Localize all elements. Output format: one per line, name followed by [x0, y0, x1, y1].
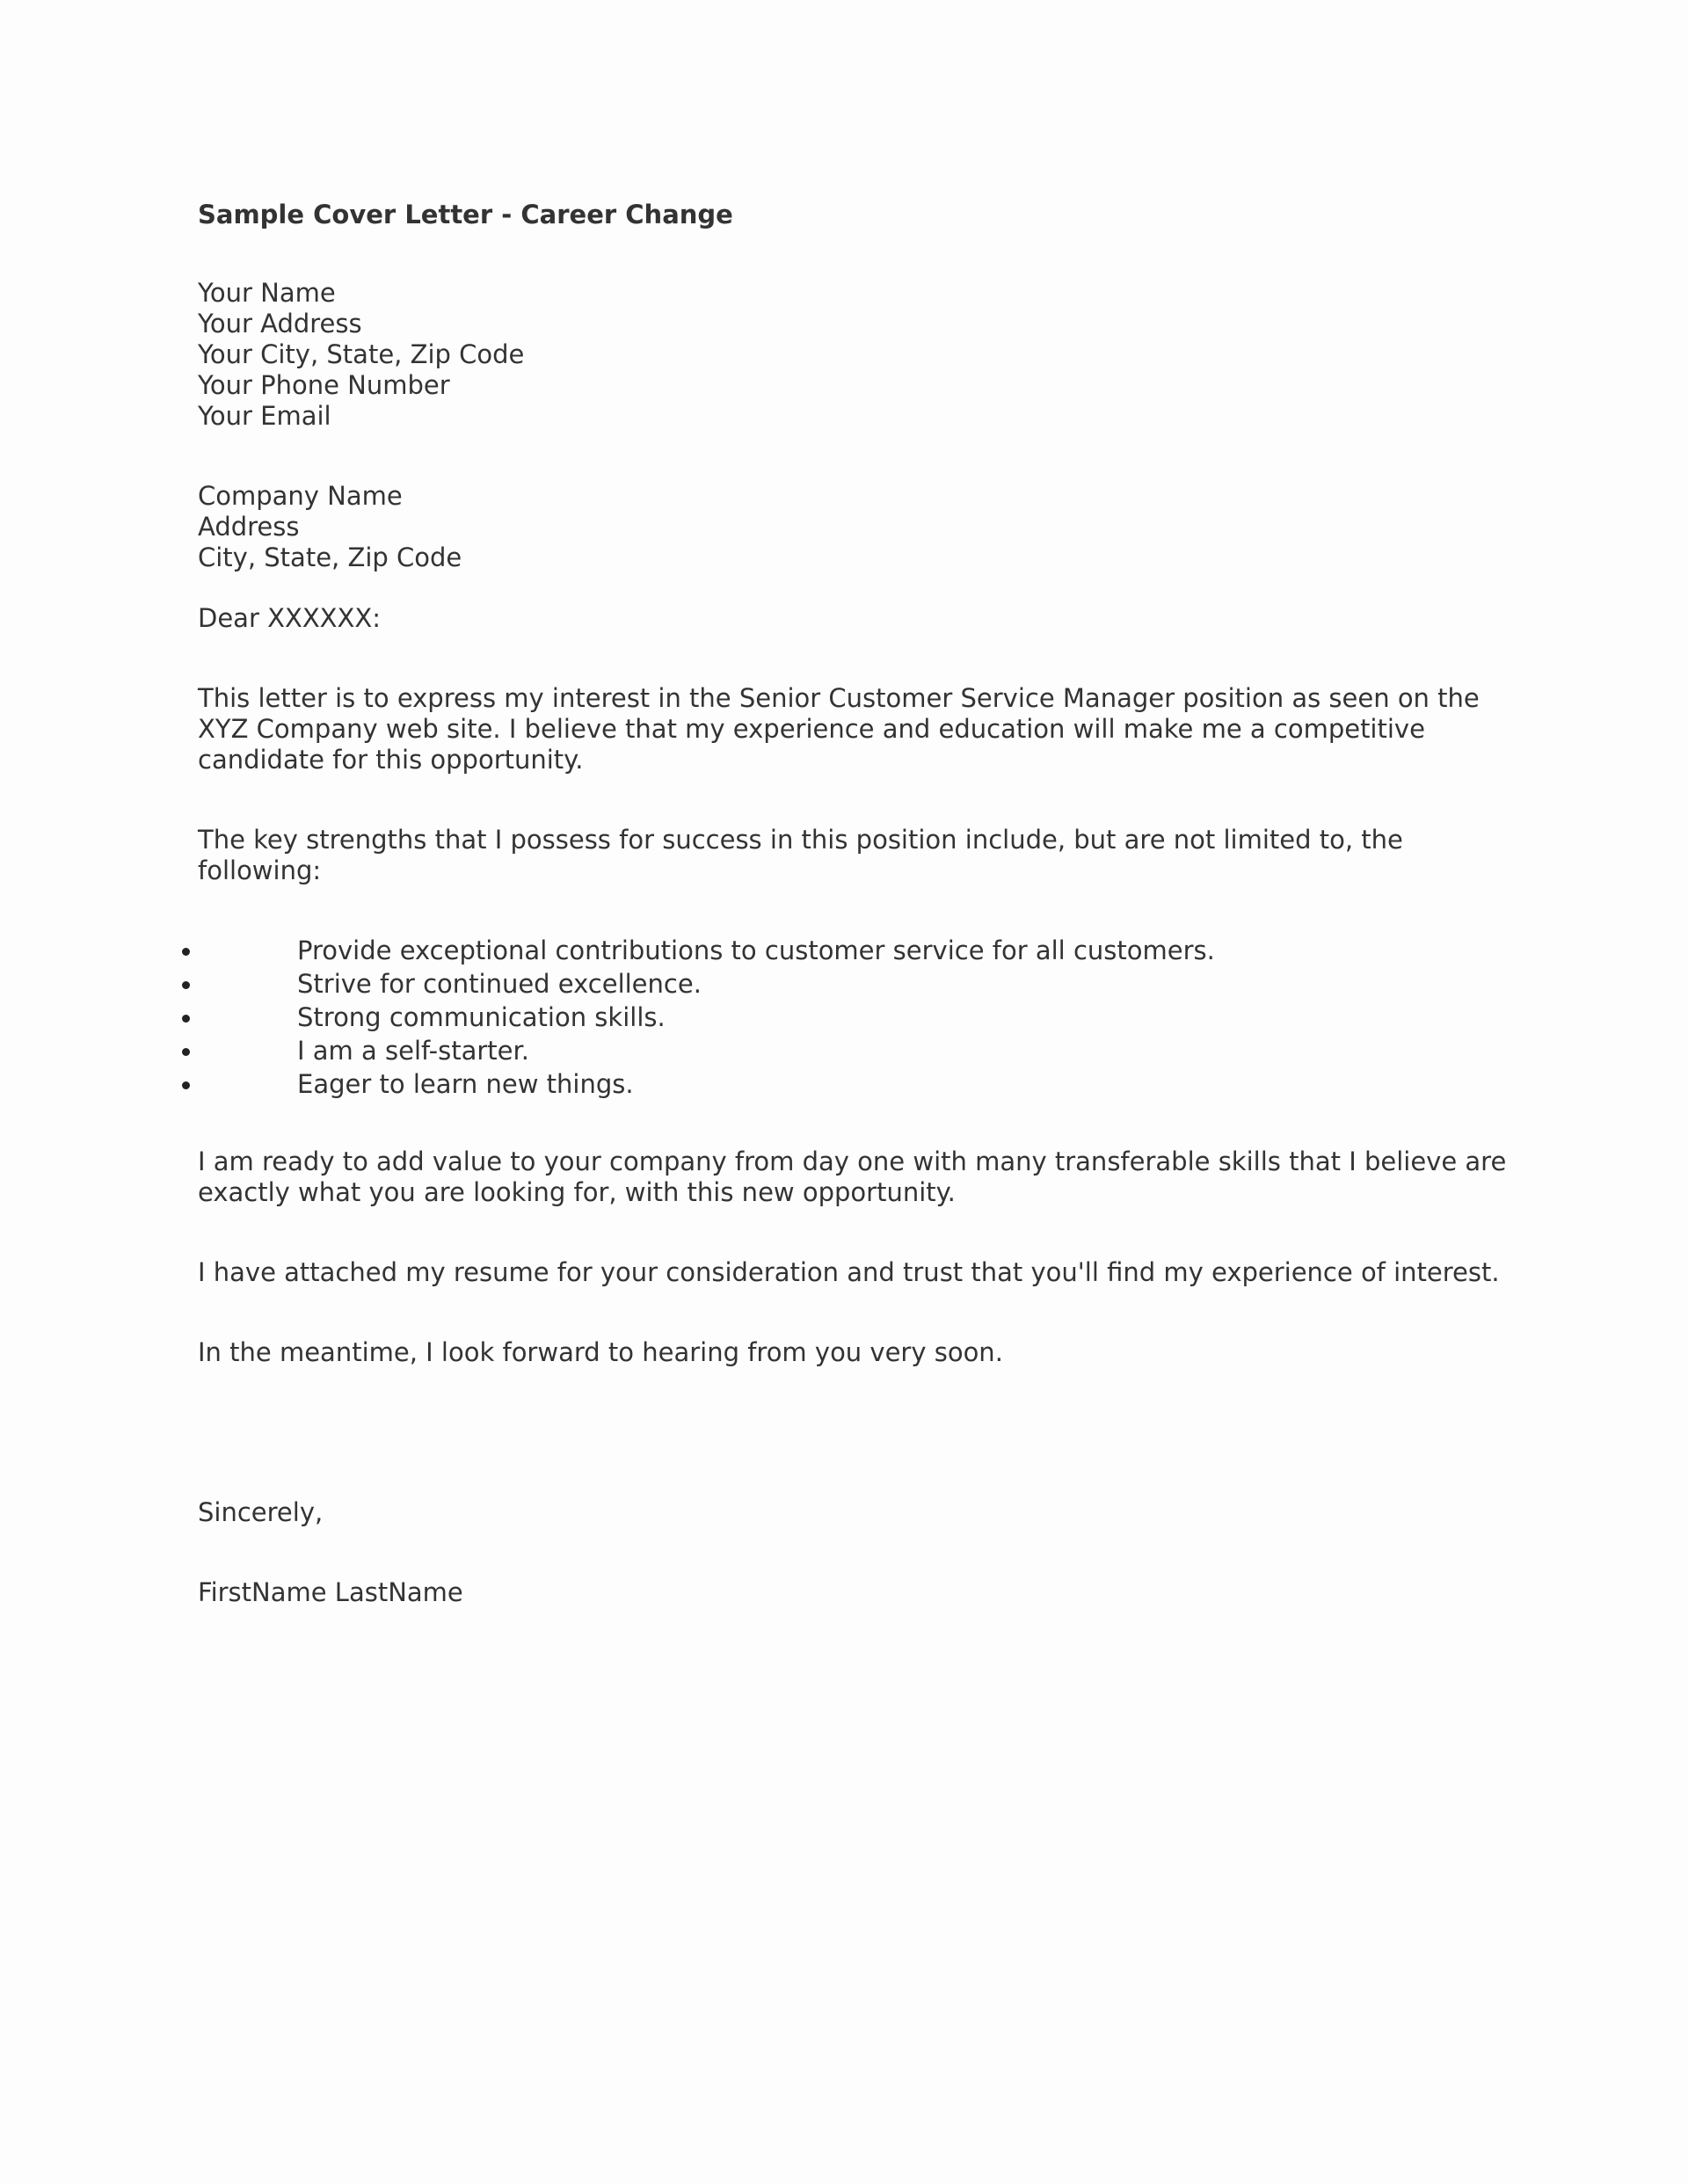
salutation: Dear XXXXXX:: [198, 603, 382, 633]
spacer: [198, 1288, 1534, 1337]
spacer: [198, 1101, 1534, 1147]
bullet-icon: [182, 981, 190, 989]
spacer: [198, 573, 1534, 603]
strengths-intro-line: The key strengths that I possess for success in this position include, but are not limited to, the: [198, 825, 1403, 855]
resume-paragraph: I have attached my resume for your consideration and trust that you'll find my experience of interest.: [198, 1257, 1500, 1287]
strength-text: Provide exceptional contributions to customer service for all customers.: [297, 935, 1215, 965]
value-line: I am ready to add value to your company from day one with many transferable skills that I believe are: [198, 1147, 1507, 1176]
spacer: [198, 886, 1534, 934]
spacer: [198, 775, 1534, 825]
bullet-icon: [182, 1048, 190, 1056]
closing-paragraph: In the meantime, I look forward to hearing from you very soon.: [198, 1337, 1003, 1367]
cover-letter: [198, 197, 1534, 1608]
intro-line: XYZ Company web site. I believe that my experience and education will make me a competitive: [198, 714, 1425, 744]
list-item: [176, 1067, 1512, 1101]
recipient-address-block: [198, 481, 1534, 573]
sender-address: Your Address: [198, 309, 362, 339]
spacer: [198, 1208, 1534, 1257]
strength-text: I am a self-starter.: [297, 1036, 529, 1066]
intro-line: candidate for this opportunity.: [198, 745, 584, 775]
list-item: [176, 1034, 1512, 1067]
strength-text: Strong communication skills.: [297, 1002, 666, 1032]
signature: FirstName LastName: [198, 1577, 463, 1607]
sender-email: Your Email: [198, 401, 331, 431]
bullet-icon: [182, 1081, 190, 1089]
spacer: [198, 1368, 1534, 1497]
spacer: [198, 432, 1534, 481]
recipient-address: Address: [198, 512, 300, 542]
intro-paragraph: [198, 683, 1534, 775]
strength-text: Eager to learn new things.: [297, 1069, 634, 1099]
sender-city-state-zip: Your City, State, Zip Code: [198, 339, 525, 369]
recipient-company: Company Name: [198, 481, 403, 511]
strength-text: Strive for continued excellence.: [297, 969, 702, 999]
spacer: [198, 1528, 1534, 1577]
bullet-icon: [182, 948, 190, 956]
value-paragraph: [198, 1147, 1534, 1208]
sender-address-block: [198, 278, 1534, 432]
sender-phone: Your Phone Number: [198, 370, 450, 400]
recipient-city-state-zip: City, State, Zip Code: [198, 542, 462, 572]
list-item: [176, 934, 1512, 967]
sender-name: Your Name: [198, 278, 336, 308]
value-line: exactly what you are looking for, with this new opportunity.: [198, 1177, 956, 1207]
closing: Sincerely,: [198, 1497, 324, 1527]
bullet-icon: [182, 1015, 190, 1023]
strengths-intro-line: following:: [198, 855, 322, 885]
list-item: [176, 967, 1512, 1001]
letter-title: Sample Cover Letter - Career Change: [198, 200, 733, 229]
spacer: [198, 634, 1534, 683]
list-item: [176, 1001, 1512, 1034]
strengths-list: [176, 934, 1512, 1101]
strengths-intro-paragraph: [198, 825, 1534, 886]
intro-line: This letter is to express my interest in the Senior Customer Service Manager position as seen on the: [198, 683, 1480, 713]
